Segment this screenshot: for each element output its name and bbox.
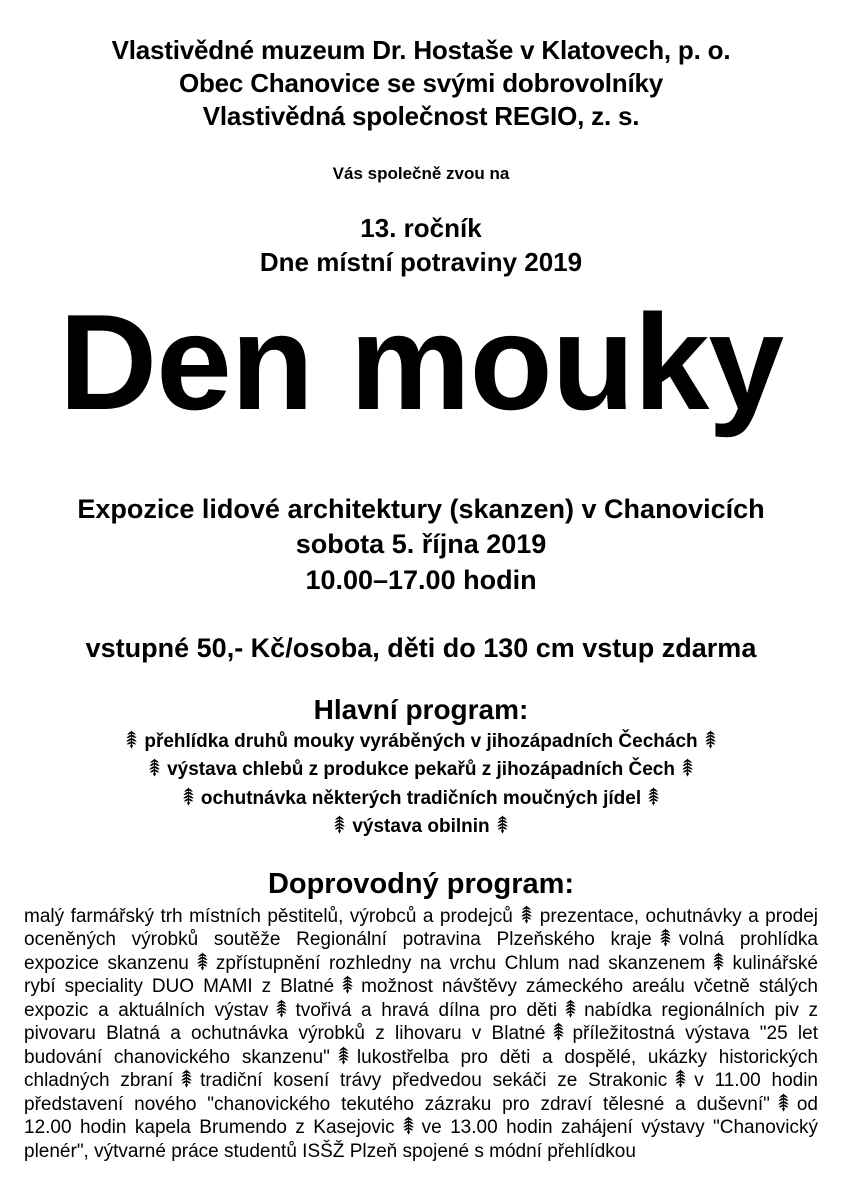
wheat-ear-icon [775, 1093, 792, 1112]
wheat-ear-icon [710, 952, 727, 971]
accompanying-program-item: kulinářské rybí speciality DUO MAMI z Blatné [24, 952, 818, 998]
wheat-ear-icon [702, 730, 719, 749]
organisers-block [0, 0, 842, 132]
wheat-ear-icon [178, 1069, 195, 1088]
wheat-ear-icon [645, 787, 662, 806]
venue-location: Expozice lidové architektury (skanzen) v Chanovicích [77, 493, 765, 524]
accompanying-program-item: lukostřelba pro děti a dospělé, ukázky historických chladných zbraní [24, 1046, 819, 1092]
main-program-item-label: výstava obilnin [352, 816, 490, 838]
page-title: Den mouky [58, 285, 784, 438]
wheat-ear-icon [550, 1022, 567, 1041]
wheat-ear-icon [123, 730, 140, 749]
accompanying-program-item: příležitostná výstava "25 let budování chanovického skanzenu" [24, 1023, 819, 1068]
wheat-ear-icon [562, 999, 579, 1018]
main-program-item [0, 756, 842, 785]
accompanying-program-item: tradiční kosení trávy předvedou sekáči ze Strakonic [200, 1070, 668, 1092]
accompanying-program-item: ve 13.00 hodin zahájení výstavy "Chanovický plenér", výtvarné práce studentů ISŠŽ Plzeň spojené s módní přehlídkou [24, 1117, 818, 1162]
venue-date: sobota 5. října 2019 [295, 529, 547, 560]
accompanying-program-item: nabídka regionálních piv z pivovaru Blatná a ochutnávka výrobků z lihovaru v Blatné [24, 999, 818, 1045]
wheat-ear-icon [339, 975, 356, 994]
edition-name: Dne místní potraviny 2019 [259, 247, 583, 278]
invitation-text: Vás společně zvou na [332, 164, 510, 184]
wheat-ear-icon [146, 758, 163, 777]
accompanying-program-item: volná prohlídka expozice skanzenu [24, 929, 818, 974]
accompanying-program-item: od 12.00 hodin kapela Brumendo z Kasejovic [24, 1093, 818, 1139]
main-program-item-label: přehlídka druhů mouky vyráběných v jihozápadních Čechách [144, 730, 698, 752]
organiser-line: Vlastivědná společnost REGIO, z. s. [202, 100, 640, 131]
wheat-ear-icon [335, 1046, 352, 1065]
wheat-ear-icon [180, 787, 197, 806]
accompanying-program-item: tvořivá a hravá dílna pro děti [295, 999, 558, 1021]
wheat-ear-icon [518, 905, 535, 924]
wheat-ear-icon [273, 999, 290, 1018]
wheat-ear-icon [679, 758, 696, 777]
edition-block [0, 212, 842, 280]
accompanying-program-text [0, 905, 842, 1164]
accompanying-program-item: malý farmářský trh místních pěstitelů, výrobců a prodejců [24, 905, 513, 927]
wheat-ear-icon [672, 1069, 689, 1088]
wheat-ear-icon [657, 928, 674, 947]
wheat-ear-icon [494, 815, 511, 834]
main-program-item [0, 813, 842, 842]
main-program-item-label: výstava chlebů z produkce pekařů z jihozápadních Čech [167, 759, 675, 781]
wheat-ear-icon [194, 952, 211, 971]
main-program-item [0, 785, 842, 814]
admission-text: vstupné 50,- Kč/osoba, děti do 130 cm vstup zdarma [85, 632, 757, 663]
main-program-item-label: ochutnávka některých tradičních moučných jídel [200, 787, 642, 809]
accompanying-program-item: prezentace, ochutnávky a prodej oceněných výrobků soutěže Regionální potravina Plzeňského kraje [24, 905, 818, 951]
main-program-heading: Hlavní program: [313, 693, 529, 725]
main-program-list [0, 728, 842, 842]
accompanying-program-heading: Doprovodný program: [267, 867, 575, 900]
edition-number: 13. ročník [360, 213, 482, 244]
venue-time: 10.00–17.00 hodin [305, 565, 537, 596]
organiser-line: Vlastivědné muzeum Dr. Hostaše v Klatovech, p. o. [111, 35, 731, 65]
accompanying-program-item: zpřístupnění rozhledny na vrchu Chlum nad skanzenem [215, 952, 706, 974]
wheat-ear-icon [331, 815, 348, 834]
venue-block [0, 492, 842, 599]
wheat-ear-icon [400, 1116, 417, 1135]
organiser-line: Obec Chanovice se svými dobrovolníky [178, 67, 664, 98]
accompanying-program-item: v 11.00 hodin představení nového "chanovického tekutého zázraku pro zdraví tělesné a duševní" [24, 1070, 818, 1115]
accompanying-program-item: možnost návštěvy zámeckého areálu včetně stálých expozic a aktuálních výstav [24, 976, 818, 1021]
main-program-item [0, 728, 842, 757]
